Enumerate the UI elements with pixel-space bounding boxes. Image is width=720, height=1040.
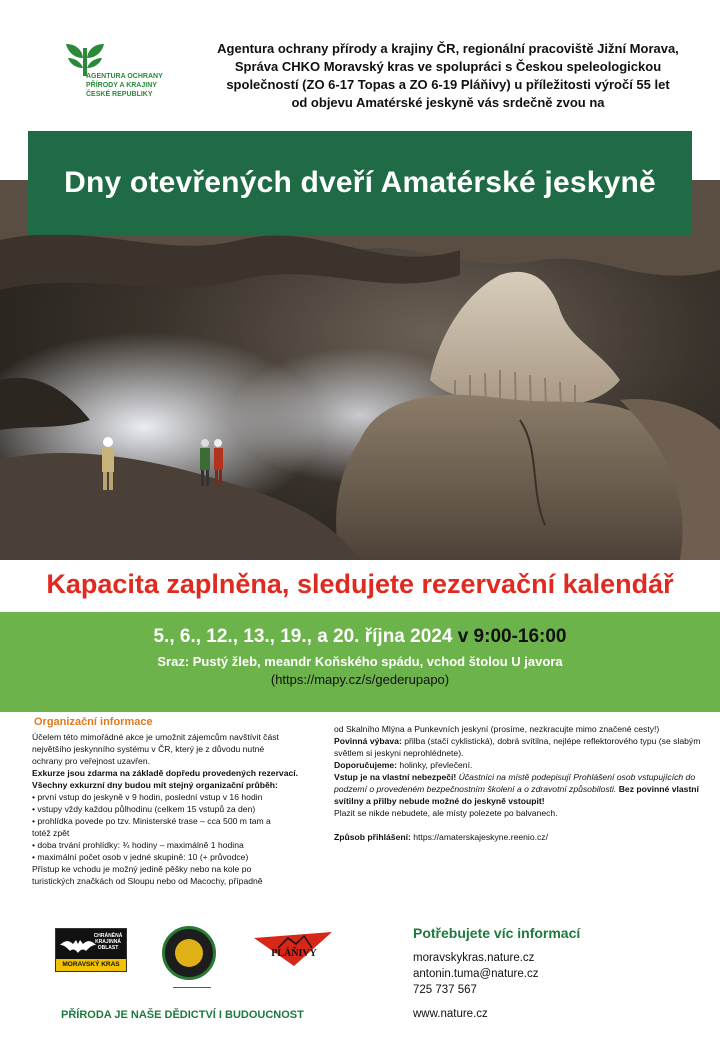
header-invitation	[198, 40, 698, 112]
info-left-column	[32, 731, 314, 887]
event-dates-line	[0, 626, 720, 648]
info-line: Exkurze jsou zdarma na základě dopředu provedených rezervací.	[32, 768, 299, 778]
info-bullet: • první vstup do jeskyně v 9 hodin, poslední vstup v 16 hodin	[32, 792, 263, 802]
event-title-banner	[28, 131, 692, 235]
info-line: Všechny exkurzní dny budou mít stejný organizační průběh:	[32, 780, 278, 790]
footer-web-link[interactable]: www.nature.cz	[413, 1008, 488, 1020]
info-line: ochrany pro veřejnost uzavřen.	[32, 756, 150, 766]
info-bullet: • prohlídka povede po tzv. Ministerské trase – cca 500 m tam a	[32, 816, 271, 826]
info-bullet: • vstupy vždy každou půlhodinu (celkem 15 vstupů za den)	[32, 804, 256, 814]
risk-label: Vstup je na vlastní nebezpečí!	[334, 772, 457, 782]
info-right-column	[334, 723, 702, 843]
info-line: turistických značkách od Sloupu nebo od Macochy, případně	[32, 876, 263, 886]
recommended-info	[334, 759, 702, 771]
event-dates: 5., 6., 12., 13., 19., a 20. října 2024	[153, 626, 453, 647]
info-line: Účelem této mimořádné akce je umožnit zájemcům navštívit část	[32, 732, 279, 742]
recommended-text: holinky, převlečení.	[399, 760, 473, 770]
risk-info	[334, 771, 702, 807]
risk-bold-end: Bez povinné vlastní svítilny a přilby nebude možné do jeskyně vstoupit!	[334, 784, 699, 806]
moravsky-kras-logo-top: CHRÁNĚNÁ KRAJINNÁ OBLAST	[93, 933, 123, 951]
aopk-logo	[58, 40, 168, 100]
divider	[173, 987, 211, 988]
event-details-band	[0, 612, 720, 712]
equipment-label: Povinná výbava:	[334, 736, 402, 746]
info-continuation: od Skalního Mlýna a Punkevních jeskyní (prosíme, nezkracujte mimo značené cesty!)	[334, 724, 660, 734]
header-line: Správa CHKO Moravský kras ve spolupráci s Českou speleologickou	[234, 59, 662, 74]
signup-label: Způsob přihlášení:	[334, 832, 411, 842]
info-line: největšího jeskynního systému v ČR, který je z důvodu nutné	[32, 744, 265, 754]
equipment-info	[334, 735, 702, 759]
contact-phone[interactable]: 725 737 567	[413, 984, 477, 996]
bat-icon	[58, 931, 98, 961]
risk-text: Účastníci na místě podepisují Prohlášení osob vstupujících do podzemí o provedeném bezpečnostním školení a o zdravotní způsobilosti.	[334, 772, 696, 794]
planivy-logo	[250, 928, 336, 968]
info-heading: Organizační informace	[34, 716, 153, 728]
cave-photo	[0, 180, 720, 560]
info-line: Přístup ke vchodu je možný jedině pěšky nebo na kole po	[32, 864, 252, 874]
info-bullet: • maximální počet osob v jedné skupině: 10 (+ průvodce)	[32, 852, 249, 862]
speleo-society-logo	[162, 926, 216, 980]
meeting-point: Sraz: Pustý žleb, meandr Koňského spádu, vchod štolou U javora	[157, 654, 563, 669]
recommended-label: Doporučujeme:	[334, 760, 398, 770]
contact-email[interactable]: antonin.tuma@nature.cz	[413, 968, 539, 980]
moravsky-kras-logo	[55, 928, 127, 972]
crawl-note: Plazit se nikde nebudete, ale místy polezete po balvanech.	[334, 808, 558, 818]
header-line: od objevu Amatérské jeskyně vás srdečně zvou na	[291, 95, 605, 110]
signup-info	[334, 831, 702, 843]
aopk-logo-text: AGENTURA OCHRANY PŘÍRODY A KRAJINY ČESKÉ REPUBLIKY	[86, 73, 163, 98]
header-line: společností (ZO 6-17 Topas a ZO 6-19 Pláňivy) u příležitosti výročí 55 let	[226, 77, 670, 92]
info-line: totéž zpět	[32, 828, 70, 838]
contact-heading: Potřebujete víc informací	[413, 925, 581, 941]
equipment-text: přilba (stačí cyklistická), dobrá svítilna, nejlépe reflektorového typu (se slabým světlem si jeskyni neprohlédnete).	[334, 736, 701, 758]
info-bullet: • doba trvání prohlídky: ¾ hodiny – maximálně 1 hodina	[32, 840, 244, 850]
capacity-notice: Kapacita zaplněna, sledujete rezervační kalendář	[46, 569, 674, 599]
moravsky-kras-logo-band: MORAVSKÝ KRAS	[56, 959, 126, 971]
event-title: Dny otevřených dveří Amatérské jeskyně	[64, 166, 656, 199]
map-link[interactable]: (https://mapy.cz/s/gederupapo)	[270, 672, 450, 687]
contact-website[interactable]: moravskykras.nature.cz	[413, 952, 535, 964]
event-time: v 9:00-16:00	[457, 626, 567, 647]
planivy-logo-text: PLÁŇIVY	[271, 948, 317, 959]
header-line: Agentura ochrany přírody a krajiny ČR, regionální pracoviště Jižní Morava,	[217, 41, 679, 56]
contact-list	[413, 950, 538, 998]
speleo-emblem-icon	[175, 939, 203, 967]
signup-link[interactable]: https://amaterskajeskyne.reenio.cz/	[413, 832, 548, 842]
slogan: PŘÍRODA JE NAŠE DĚDICTVÍ I BUDOUCNOST	[61, 1009, 304, 1021]
